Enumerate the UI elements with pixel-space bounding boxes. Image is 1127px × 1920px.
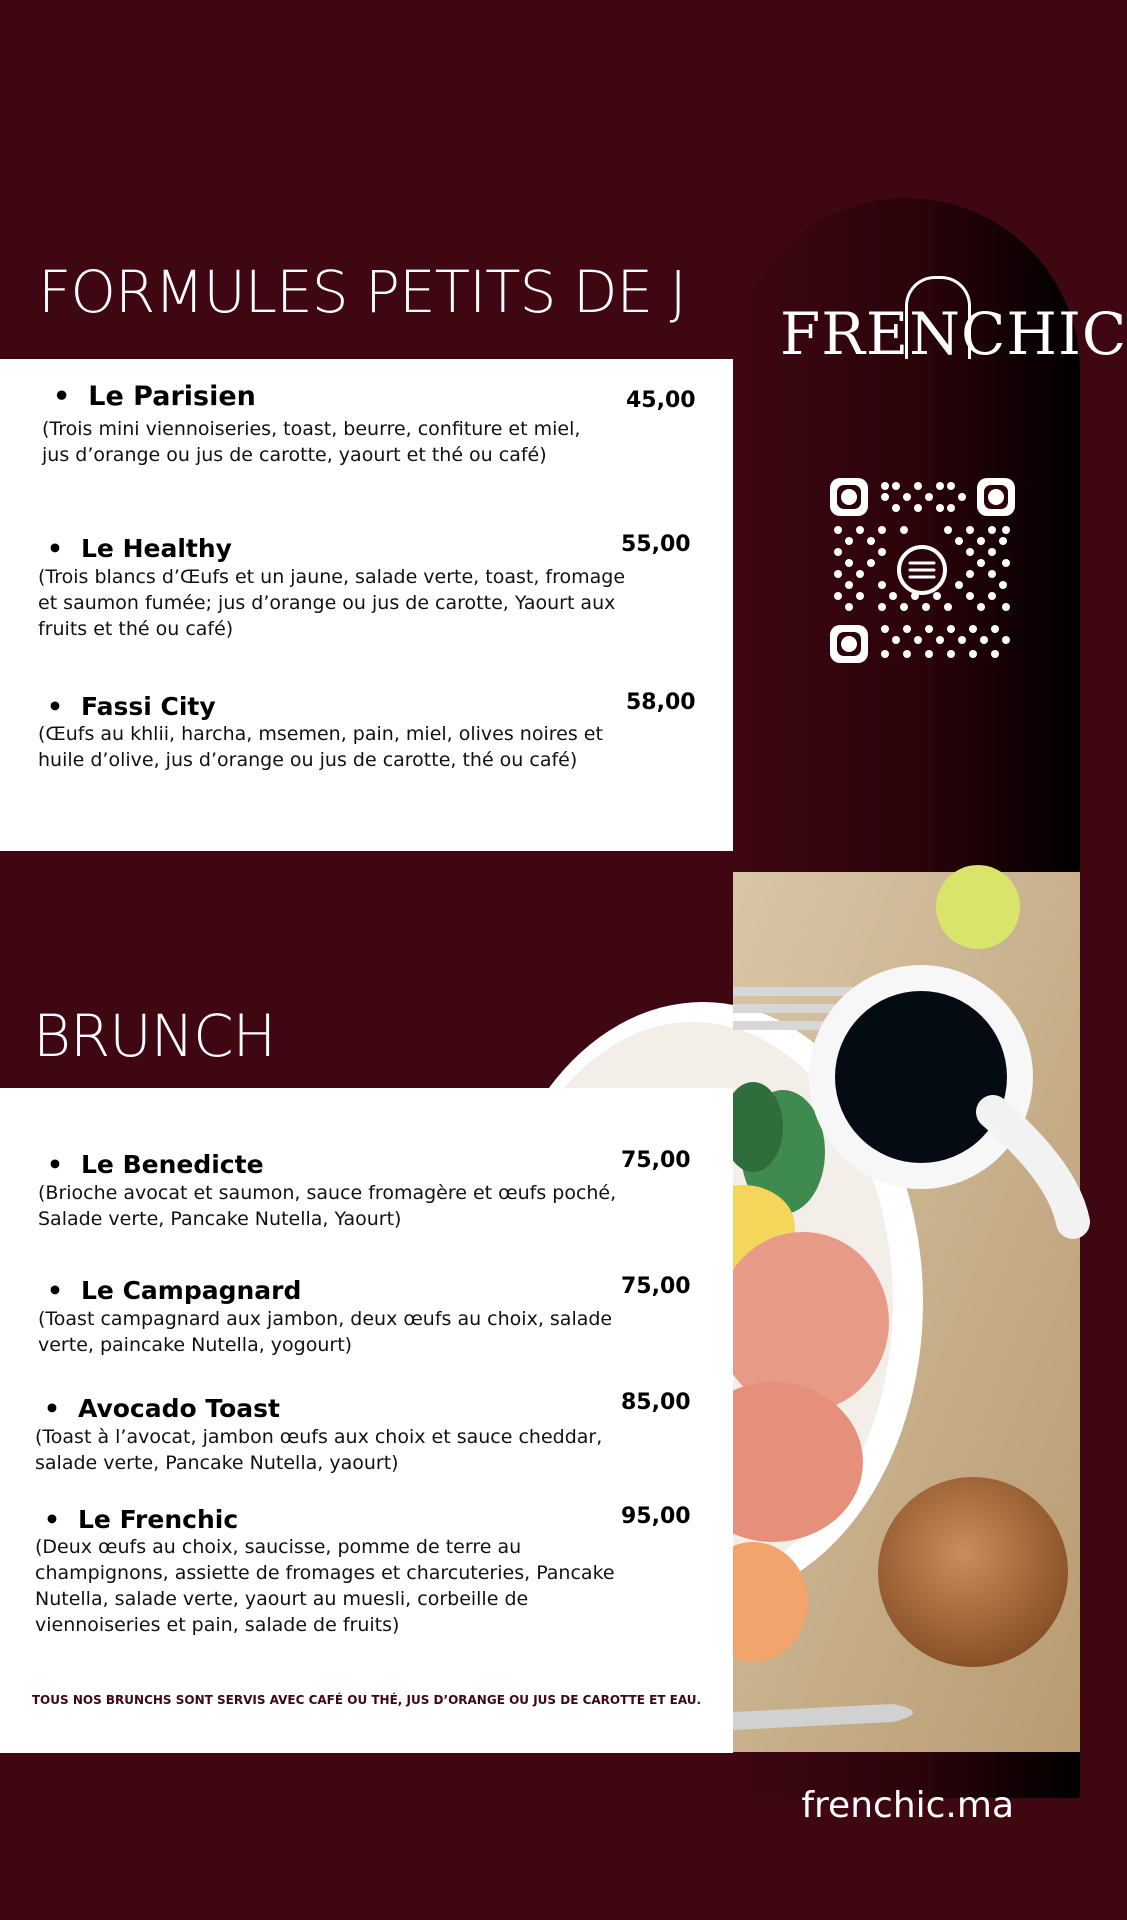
menu-item-name: • Le Frenchic xyxy=(44,1505,238,1534)
brunch-panel xyxy=(0,1088,733,1753)
menu-item-price: 85,00 xyxy=(621,1390,691,1415)
breakfast-photo xyxy=(733,872,1080,1752)
menu-item-name: • Le Campagnard xyxy=(47,1276,301,1305)
menu-item-description: (Brioche avocat et saumon, sauce fromagère et œufs poché, Salade verte, Pancake Nutella, Yaourt) xyxy=(38,1182,617,1230)
menu-item-price: 45,00 xyxy=(626,388,696,413)
menu-item-name: • Avocado Toast xyxy=(44,1394,280,1423)
section-title-brunch: BRUNCH xyxy=(33,1002,276,1070)
menu-item-description: (Trois blancs d’Œufs et un jaune, salade verte, toast, fromage et saumon fumée; jus d’orange ou jus de carotte, Yaourt aux fruits et thé ou café) xyxy=(38,566,626,640)
menu-item-price: 55,00 xyxy=(621,532,691,557)
brunch-note: TOUS NOS BRUNCHS SONT SERVIS AVEC CAFÉ OU THÉ, JUS D’ORANGE OU JUS DE CAROTTE ET EAU. xyxy=(31,1693,702,1707)
menu-item-price: 58,00 xyxy=(626,690,696,715)
menu-item-description: (Deux œufs au choix, saucisse, pomme de terre au champignons, assiette de fromages et charcuteries, Pancake Nutella, salade verte, yaourt au muesli, corbeille de viennoiseries et pain, salade de fruits) xyxy=(35,1536,615,1636)
menu-item-name: • Le Healthy xyxy=(47,534,232,563)
menu-item-name: • Fassi City xyxy=(47,692,216,721)
menu-item-price: 95,00 xyxy=(621,1504,691,1529)
website-link[interactable]: frenchic.ma xyxy=(801,1785,1014,1826)
menu-item-description: (Toast campagnard aux jambon, deux œufs au choix, salade verte, paincake Nutella, yogourt) xyxy=(38,1308,613,1356)
menu-item-description: (Toast à l’avocat, jambon œufs aux choix et sauce cheddar, salade verte, Pancake Nutella, yaourt) xyxy=(35,1426,603,1474)
menu-item-name: • Le Parisien xyxy=(53,381,256,412)
menu-item-description: (Œufs au khlii, harcha, msemen, pain, miel, olives noires et huile d’olive, jus d’orange ou jus de carotte, thé ou café) xyxy=(38,723,603,771)
breakfast-panel xyxy=(0,359,733,851)
brand-logo: FRENCHIC xyxy=(780,300,1127,368)
breakfast-illustration xyxy=(733,872,1080,1752)
qr-code[interactable] xyxy=(830,478,1015,663)
section-title-breakfast: FORMULES PETITS DE J xyxy=(38,258,686,326)
menu-item-description: (Trois mini viennoiseries, toast, beurre, confiture et miel, jus d’orange ou jus de carotte, yaourt et thé ou café) xyxy=(42,418,581,466)
menu-item-name: • Le Benedicte xyxy=(47,1150,264,1179)
menu-item-price: 75,00 xyxy=(621,1148,691,1173)
menu-item-price: 75,00 xyxy=(621,1274,691,1299)
